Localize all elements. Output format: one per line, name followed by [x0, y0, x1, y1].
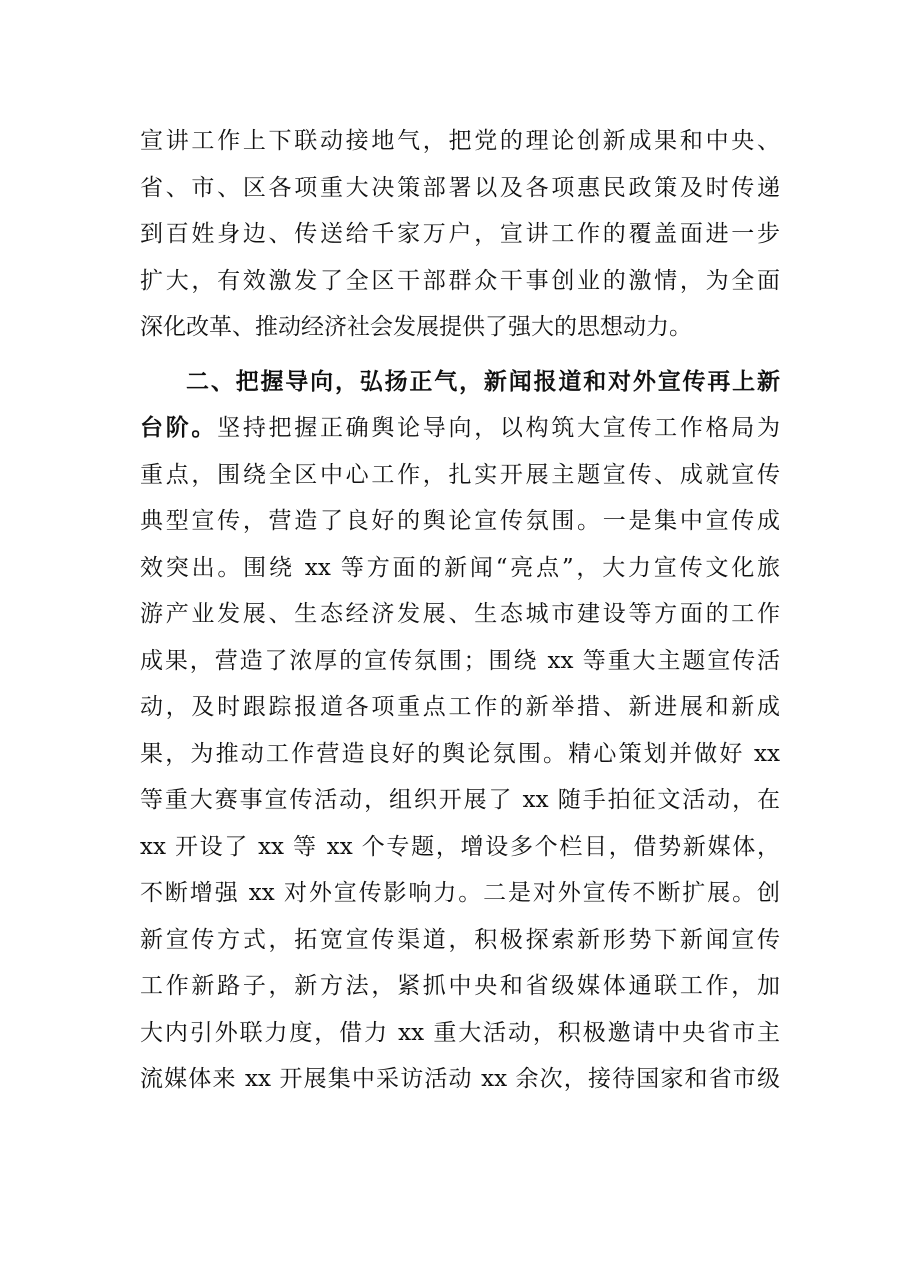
paragraph-1-line: 深化改革、推动经济社会发展提供了强大的思想动力。 — [140, 314, 692, 340]
paragraph-2 — [140, 359, 780, 1103]
paragraph-2-line: 果，为推动工作营造良好的舆论氛围。精心策划并做好 xx — [140, 740, 780, 767]
paragraph-2-line: 不断增强 xx 对外宣传影响力。二是对外宣传不断扩展。创 — [140, 880, 780, 906]
paragraph-1-line: 到百姓身边、传送给千家万户，宣讲工作的覆盖面进一步 — [140, 221, 780, 247]
paragraph-2-line: 游产业发展、生态经济发展、生态城市建设等方面的工作 — [140, 601, 780, 627]
document-body — [140, 118, 780, 1103]
paragraph-2-line: 动，及时跟踪报道各项重点工作的新举措、新进展和新成 — [140, 694, 780, 720]
section-heading: 二、把握导向，弘扬正气，新闻报道和对外宣传再上新 — [186, 367, 780, 395]
paragraph-2-line: 工作新路子，新方法，紧抓中央和省级媒体通联工作，加 — [140, 973, 780, 999]
paragraph-spacer — [140, 351, 780, 359]
paragraph-2-first-line-text: 坚持把握正确舆论导向，以构筑大宣传工作格局为 — [217, 415, 780, 441]
paragraph-2-line: 等重大赛事宣传活动，组织开展了 xx 随手拍征文活动，在 — [140, 787, 780, 813]
paragraph-2-line: 效突出。围绕 xx 等方面的新闻“亮点”，大力宣传文化旅 — [140, 554, 780, 581]
paragraph-2-line: 成果，营造了浓厚的宣传氛围；围绕 xx 等重大主题宣传活 — [140, 647, 780, 674]
paragraph-2-line: 流媒体来 xx 开展集中采访活动 xx 余次，接待国家和省市级 — [140, 1066, 780, 1092]
paragraph-2-line: 大内引外联力度，借力 xx 重大活动，积极邀请中央省市主 — [140, 1019, 780, 1046]
paragraph-2-line: 重点，围绕全区中心工作，扎实开展主题宣传、成就宣传 — [140, 461, 780, 488]
paragraph-2-line: xx 开设了 xx 等 xx 个专题，增设多个栏目，借势新媒体， — [140, 833, 780, 860]
paragraph-1-line: 扩大，有效激发了全区干部群众干事创业的激情，为全面 — [140, 267, 780, 294]
paragraph-2-line: 典型宣传，营造了良好的舆论宣传氛围。一是集中宣传成 — [140, 508, 780, 534]
section-heading-end: 台阶。 — [140, 414, 218, 441]
paragraph-1 — [140, 118, 780, 351]
paragraph-1-line: 省、市、区各项重大决策部署以及各项惠民政策及时传递 — [140, 174, 780, 201]
paragraph-1-line: 宣讲工作上下联动接地气，把党的理论创新成果和中央、 — [140, 128, 780, 154]
paragraph-2-first-line — [140, 405, 780, 452]
paragraph-2-line: 新宣传方式，拓宽宣传渠道，积极探索新形势下新闻宣传 — [140, 926, 780, 953]
